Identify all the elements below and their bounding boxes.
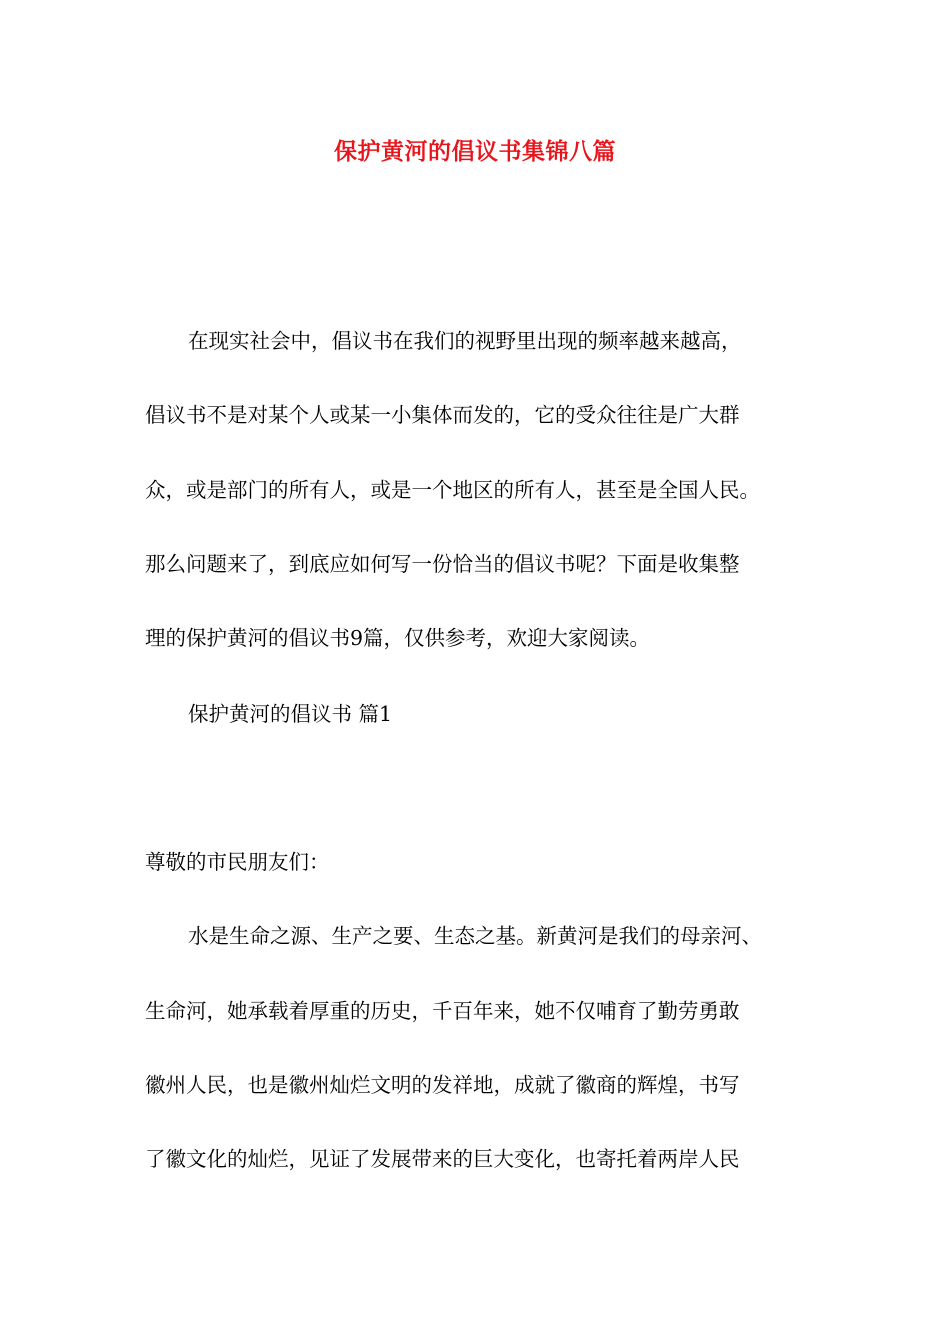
- paragraph-line: 理的保护黄河的倡议书9篇，仅供参考，欢迎大家阅读。: [145, 626, 651, 650]
- section-heading: 保护黄河的倡议书 篇1: [188, 702, 393, 726]
- paragraph-line: 水是生命之源、生产之要、生态之基。新黄河是我们的母亲河、: [188, 924, 762, 948]
- paragraph-line: 那么问题来了，到底应如何写一份恰当的倡议书呢？下面是收集整: [145, 552, 740, 576]
- paragraph-line: 众，或是部门的所有人，或是一个地区的所有人，甚至是全国人民。: [145, 478, 760, 502]
- paragraph-line: 倡议书不是对某个人或某一小集体而发的，它的受众往往是广大群: [145, 403, 740, 427]
- document-title: 保护黄河的倡议书集锦八篇: [334, 138, 616, 165]
- paragraph-line: 徽州人民，也是徽州灿烂文明的发祥地，成就了徽商的辉煌，书写: [145, 1073, 740, 1097]
- paragraph-line: 了徽文化的灿烂，见证了发展带来的巨大变化，也寄托着两岸人民: [145, 1147, 740, 1171]
- paragraph-line: 在现实社会中，倡议书在我们的视野里出现的频率越来越高，: [188, 329, 742, 353]
- salutation: 尊敬的市民朋友们：: [145, 850, 330, 874]
- paragraph-line: 生命河，她承载着厚重的历史，千百年来，她不仅哺育了勤劳勇敢: [145, 999, 740, 1023]
